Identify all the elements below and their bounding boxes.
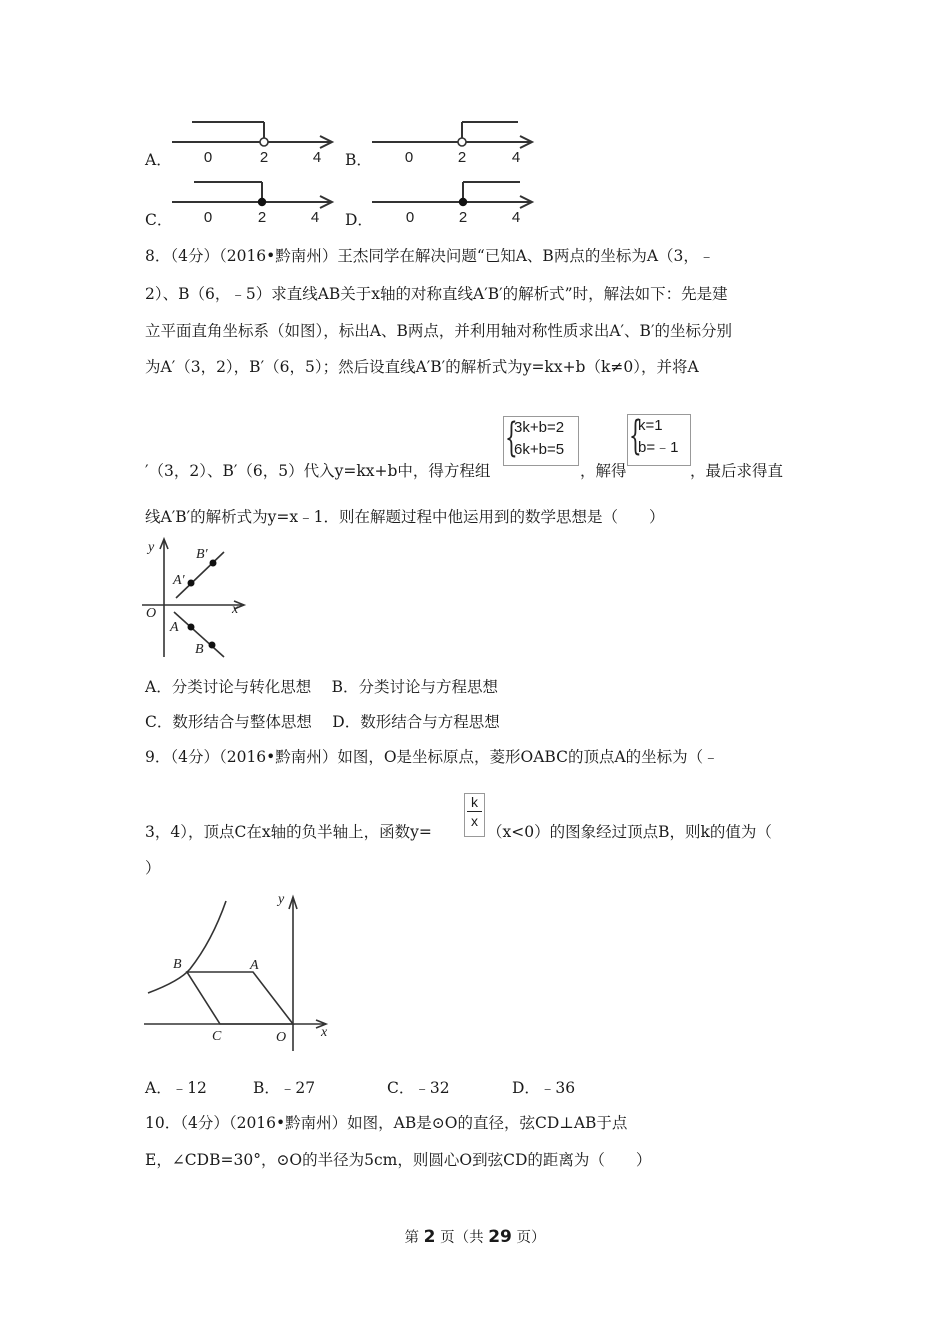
- number-line-a: [170, 118, 340, 168]
- origin-label: O: [276, 1030, 287, 1045]
- tick-2: 2: [259, 149, 269, 166]
- point-b-label: B: [195, 642, 204, 657]
- number-line-c: [170, 178, 340, 228]
- number-line-d: [370, 178, 540, 228]
- q7-option-d-label: D．: [345, 211, 373, 229]
- number-line-b: [370, 118, 540, 168]
- q8-line-1: 8．（4分）（2016•黔南州）王杰同学在解决问题“已知A、B两点的坐标为A（3，﹣: [145, 247, 715, 265]
- tick-0: 0: [203, 149, 213, 166]
- q9-line-2-start: 3，4），顶点C在x轴的负半轴上，函数y=: [145, 823, 432, 841]
- solution-system: [627, 414, 691, 466]
- tick-4: 4: [511, 149, 521, 166]
- solution-1: k=1: [638, 417, 663, 434]
- q9-line-2-end: （x<0）的图象经过顶点B，则k的值为（: [487, 823, 772, 841]
- brace-icon: {: [629, 413, 642, 459]
- q8-options-row-2: C．数形结合与整体思想 D．数形结合与方程思想: [145, 713, 500, 731]
- q9-option-c: C．﹣32: [387, 1079, 450, 1097]
- q9-figure: [140, 885, 340, 1055]
- x-axis-label: x: [321, 1025, 328, 1040]
- q8-line-3: 立平面直角坐标系（如图），标出A、B两点，并利用轴对称性质求出A′、B′的坐标分别: [145, 322, 732, 340]
- fraction-denominator: x: [471, 813, 478, 829]
- tick-2: 2: [458, 209, 468, 226]
- q9-line-3: ）: [145, 859, 161, 877]
- y-axis-label: y: [148, 540, 155, 555]
- footer-suffix: 页）: [516, 1230, 546, 1246]
- tick-0: 0: [405, 209, 415, 226]
- q8-line-5-mid: ，解得: [580, 462, 627, 480]
- tick-2: 2: [457, 149, 467, 166]
- fraction-bar: [467, 811, 482, 812]
- point-c-label: C: [212, 1029, 222, 1044]
- q8-line-2: 2）、B（6，﹣5）求直线AB关于x轴的对称直线A′B′的解析式”时，解法如下：先是建: [145, 285, 728, 303]
- q8-options-row-1: A．分类讨论与转化思想 B．分类讨论与方程思想: [145, 678, 499, 696]
- q8-line-5-end: ，最后求得直: [690, 462, 784, 480]
- q8-line-6: 线A′B′的解析式为y=x﹣1．则在解题过程中他运用到的数学思想是（ ）: [145, 508, 665, 526]
- x-axis-label: x: [232, 602, 239, 617]
- equation-system: [503, 416, 579, 466]
- fraction-numerator: k: [471, 794, 478, 810]
- point-a-label: A: [250, 958, 259, 973]
- point-a-prime-label: A′: [173, 573, 185, 588]
- q10-line-1: 10．（4分）（2016•黔南州）如图，AB是⊙O的直径，弦CD⊥AB于点: [145, 1114, 628, 1132]
- q8-figure: [140, 535, 250, 660]
- q8-line-5-start: ′（3，2）、B′（6，5）代入y=kx+b中，得方程组: [145, 462, 491, 480]
- fraction-k-over-x: [464, 793, 485, 837]
- point-a-label: A: [170, 620, 179, 635]
- q7-option-c-label: C．: [145, 211, 173, 229]
- tick-2: 2: [257, 209, 267, 226]
- q9-option-a: A．﹣12: [145, 1079, 207, 1097]
- footer-middle: 页（共: [440, 1230, 484, 1246]
- q8-line-4: 为A′（3，2），B′（6，5）；然后设直线A′B′的解析式为y=kx+b（k≠0），并将A: [145, 358, 699, 376]
- q7-option-b-label: B．: [345, 151, 372, 169]
- q9-line-1: 9．（4分）（2016•黔南州）如图，O是坐标原点，菱形OABC的顶点A的坐标为（﹣: [145, 748, 719, 766]
- page-footer: [0, 1226, 950, 1247]
- q10-line-2: E，∠CDB=30°，⊙O的半径为5cm，则圆心O到弦CD的距离为（ ）: [145, 1151, 652, 1169]
- point-b-label: B: [173, 957, 182, 972]
- tick-4: 4: [312, 149, 322, 166]
- q9-option-b: B．﹣27: [253, 1079, 316, 1097]
- origin-label: O: [146, 606, 157, 621]
- tick-0: 0: [203, 209, 213, 226]
- q7-option-a-label: A．: [145, 151, 172, 169]
- page-number: 2: [423, 1227, 436, 1247]
- tick-0: 0: [404, 149, 414, 166]
- equation-1: 3k+b=2: [514, 419, 565, 436]
- q9-option-d: D．﹣36: [512, 1079, 576, 1097]
- solution-2: b=﹣1: [638, 439, 679, 456]
- y-axis-label: y: [278, 892, 285, 907]
- footer-prefix: 第: [404, 1230, 420, 1246]
- brace-icon: {: [505, 415, 518, 461]
- tick-4: 4: [310, 209, 320, 226]
- tick-4: 4: [511, 209, 521, 226]
- equation-2: 6k+b=5: [514, 441, 565, 458]
- total-pages: 29: [488, 1227, 512, 1247]
- point-b-prime-label: B′: [196, 547, 208, 562]
